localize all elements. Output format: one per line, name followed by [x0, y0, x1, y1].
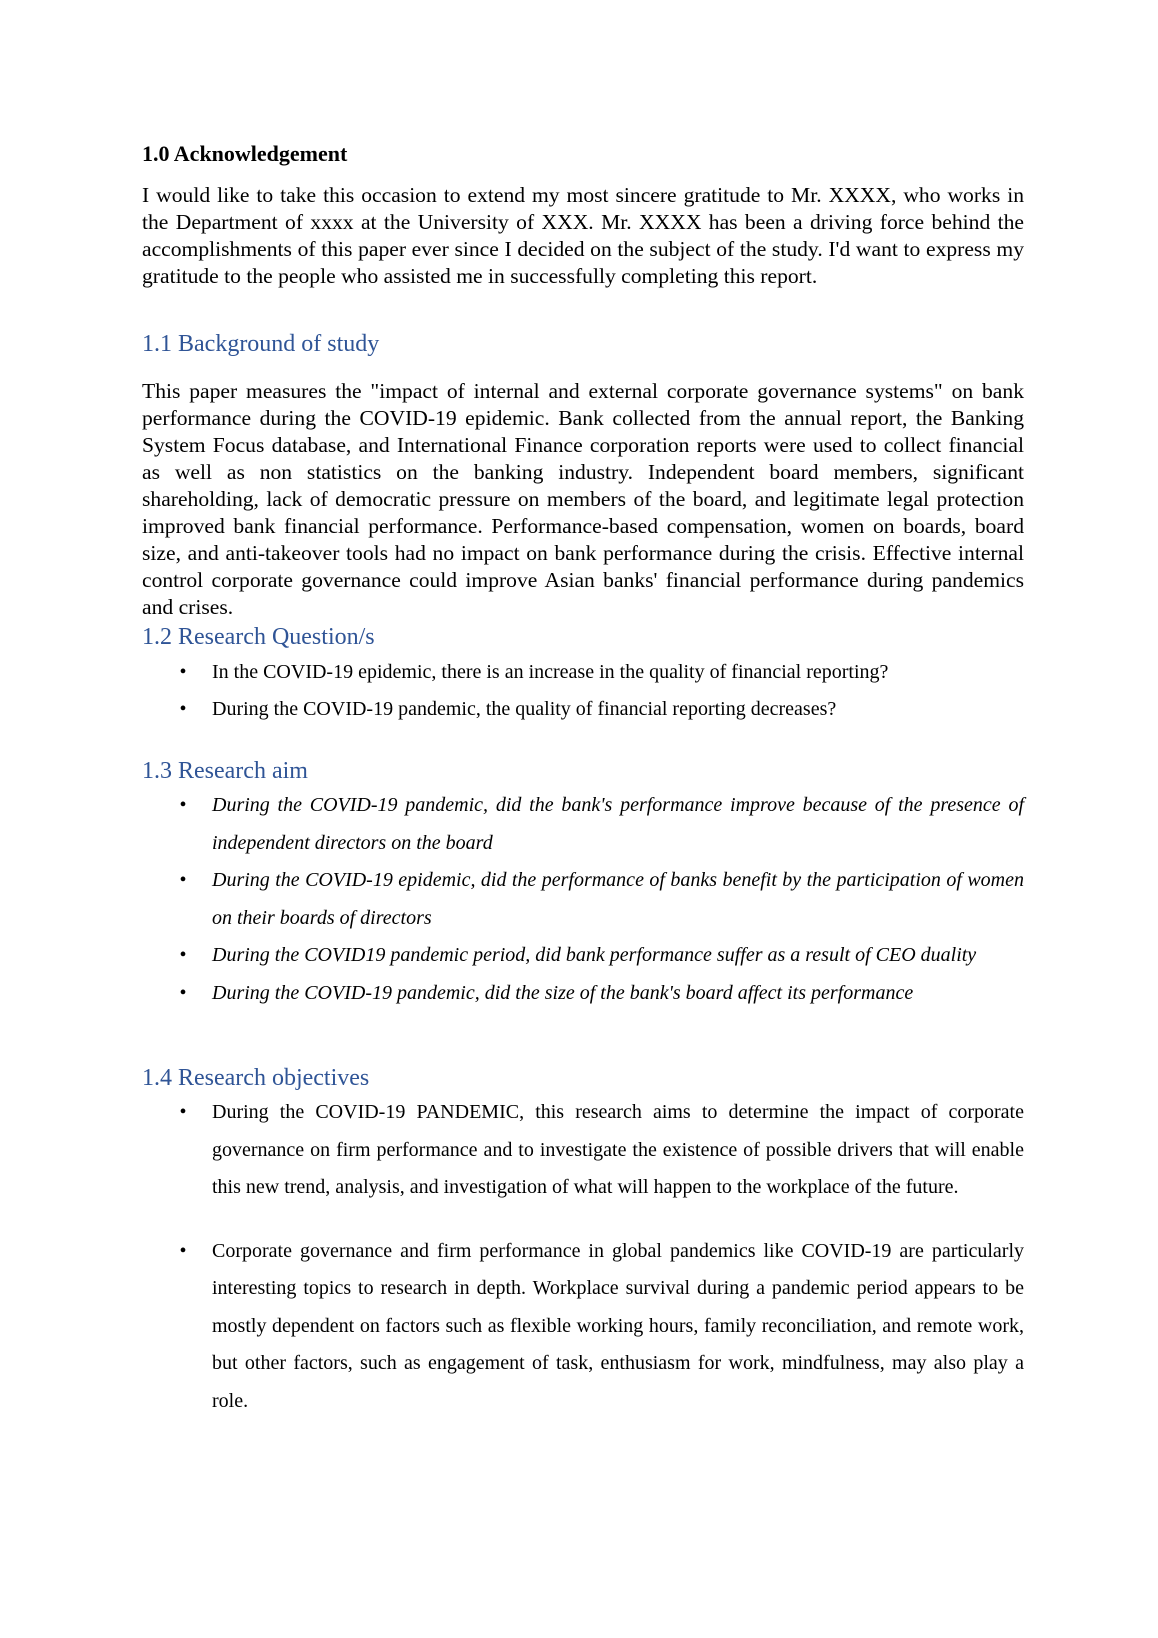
list-item: • Corporate governance and firm performance in global pandemics like COVID-19 are particularly interesting topics to research in depth. Workplace survival during a pandemic period appears to be mostly dependent on factors such as flexible working hours, family reconciliation, and remote work, but other factors, such as engagement of task, enthusiasm for work, mindfulness, may also play a role.	[142, 1233, 1024, 1421]
bullet-icon: •	[179, 1239, 187, 1262]
research-questions-heading: 1.2 Research Question/s	[142, 624, 375, 650]
bullet-icon: •	[179, 869, 187, 891]
list-item: • During the COVID-19 pandemic, did the size of the bank's board affect its performance	[142, 975, 1024, 1013]
research-objectives-heading: 1.4 Research objectives	[142, 1065, 370, 1091]
list-item: • During the COVID-19 pandemic, did the bank's performance improve because of the presence of independent directors on the board	[142, 787, 1024, 862]
acknowledgement-paragraph: I would like to take this occasion to extend my most sincere gratitude to Mr. XXXX, who works in the Department of xxxx at the University of XXX. Mr. XXXX has been a driving force behind the accomplishments of this paper ever since I decided on the subject of the study. I'd want to express my gratitude to the people who assisted me in successfully completing this report.	[142, 183, 1024, 288]
bullet-icon: •	[179, 794, 187, 816]
list-item: • During the COVID-19 PANDEMIC, this research aims to determine the impact of corporate governance on firm performance and to investigate the existence of possible drivers that will enable this new trend, analysis, and investigation of what will happen to the workplace of the future.	[142, 1094, 1024, 1207]
list-item: • During the COVID-19 pandemic, the quality of financial reporting decreases?	[142, 691, 1024, 728]
bullet-icon: •	[179, 981, 187, 1004]
list-item: • In the COVID-19 epidemic, there is an increase in the quality of financial reporting?	[142, 654, 1024, 691]
background-heading: 1.1 Background of study	[142, 331, 380, 357]
research-objectives-list	[142, 1094, 1024, 1420]
bullet-icon: •	[179, 944, 187, 966]
research-aim-list	[142, 787, 1024, 1012]
bullet-icon: •	[179, 698, 187, 720]
research-questions-list	[142, 654, 1024, 728]
document-page	[142, 0, 1024, 1638]
bullet-icon: •	[179, 1101, 187, 1123]
acknowledgement-heading: 1.0 Acknowledgement	[142, 141, 348, 166]
list-item: • During the COVID19 pandemic period, did bank performance suffer as a result of CEO duality	[142, 937, 1024, 975]
research-aim-heading: 1.3 Research aim	[142, 758, 308, 784]
background-paragraph: This paper measures the "impact of internal and external corporate governance systems" on bank performance during the COVID-19 epidemic. Bank collected from the annual report, the Banking System Focus database, and International Finance corporation reports were used to collect financial as well as non statistics on the banking industry. Independent board members, significant shareholding, lack of democratic pressure on members of the board, and legitimate legal protection improved bank financial performance. Performance-based compensation, women on boards, board size, and anti-takeover tools had no impact on bank performance during the crisis. Effective internal control corporate governance could improve Asian banks' financial performance during pandemics and crises.	[142, 379, 1024, 619]
list-item: • During the COVID-19 epidemic, did the performance of banks benefit by the participation of women on their boards of directors	[142, 862, 1024, 937]
bullet-icon: •	[179, 661, 187, 683]
